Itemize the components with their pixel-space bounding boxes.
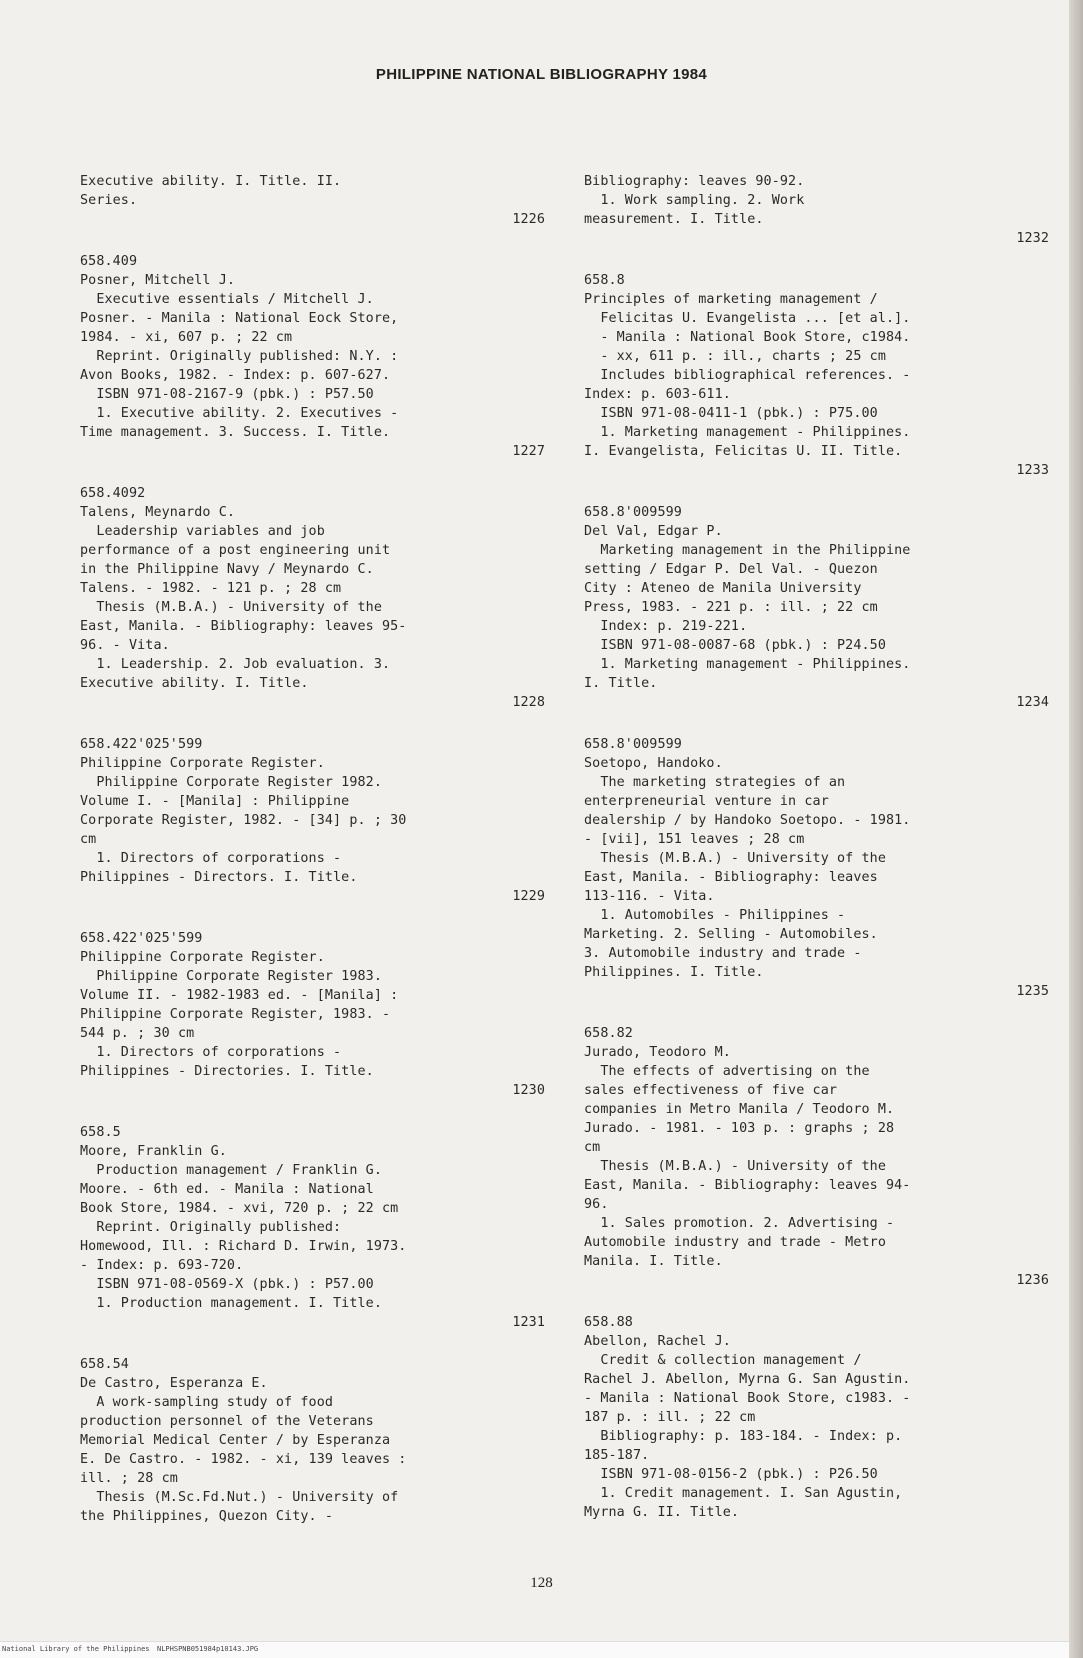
entry-line: Philippine Corporate Register 1982.: [80, 775, 382, 790]
entry-line: - Index: p. 693-720.: [80, 1258, 244, 1273]
entry-line: 658.88: [584, 1315, 633, 1330]
entry-line: companies in Metro Manila / Teodoro M.: [584, 1102, 895, 1117]
entry-line: De Castro, Esperanza E.: [80, 1376, 268, 1391]
entry-line: cm: [584, 1140, 601, 1155]
entry-line: Index: p. 219-221.: [584, 619, 748, 634]
entry-line: 658.409: [80, 254, 138, 269]
entry-line: Philippine Corporate Register, 1983. -: [80, 1007, 391, 1022]
bibliography-entry: [80, 484, 545, 712]
entry-line: The effects of advertising on the: [584, 1064, 870, 1079]
entry-number: 1236: [1016, 1273, 1049, 1288]
entry-line: in the Philippine Navy / Meynardo C.: [80, 562, 374, 577]
entry-line: 1. Work sampling. 2. Work: [584, 193, 805, 208]
entry-line: Bibliography: leaves 90-92.: [584, 174, 805, 189]
entry-line: Principles of marketing management /: [584, 292, 878, 307]
entry-line: ISBN 971-08-0411-1 (pbk.) : P75.00: [584, 406, 878, 421]
entry-line: 113-116. - Vita.: [584, 889, 715, 904]
entry-line: 658.4092: [80, 486, 146, 501]
bibliography-entry: [80, 1123, 545, 1332]
entry-line: Soetopo, Handoko.: [584, 756, 723, 771]
entry-line: Thesis (M.B.A.) - University of the: [584, 851, 886, 866]
entry-line: Moore. - 6th ed. - Manila : National: [80, 1182, 374, 1197]
entry-line: - [vii], 151 leaves ; 28 cm: [584, 832, 805, 847]
entry-line: 1. Production management. I. Title.: [80, 1296, 382, 1311]
entry-line: Marketing. 2. Selling - Automobiles.: [584, 927, 878, 942]
entry-line: setting / Edgar P. Del Val. - Quezon: [584, 562, 878, 577]
entry-line: 1. Directors of corporations -: [80, 1045, 342, 1060]
footer-image-id: NLPHSPNB051984p10143.JPG: [157, 1645, 259, 1653]
entry-line: 658.54: [80, 1357, 129, 1372]
entry-line: cm: [80, 832, 97, 847]
entry-line: Executive ability. I. Title.: [80, 676, 309, 691]
entry-line: I. Title.: [584, 676, 658, 691]
entry-line: Index: p. 603-611.: [584, 387, 731, 402]
entry-line: 1. Marketing management - Philippines.: [584, 425, 911, 440]
entry-number: 1233: [1016, 463, 1049, 478]
entry-line: 1. Automobiles - Philippines -: [584, 908, 846, 923]
entry-line: Series.: [80, 193, 138, 208]
bibliography-entry: [80, 929, 545, 1100]
entry-line: 1984. - xi, 607 p. ; 22 cm: [80, 330, 293, 345]
entry-line: Reprint. Originally published:: [80, 1220, 342, 1235]
entry-line: Posner. - Manila : National Eock Store,: [80, 311, 399, 326]
entry-line: Thesis (M.B.A.) - University of the: [80, 600, 382, 615]
bibliography-entry: [80, 1355, 545, 1526]
bibliography-entry: [584, 503, 1049, 712]
bibliography-entry: [584, 1024, 1049, 1290]
entry-line: Homewood, Ill. : Richard D. Irwin, 1973.: [80, 1239, 407, 1254]
entry-number: 1230: [512, 1083, 545, 1098]
bibliography-entry: [584, 1313, 1049, 1522]
entry-line: dealership / by Handoko Soetopo. - 1981.: [584, 813, 911, 828]
entry-line: Production management / Franklin G.: [80, 1163, 382, 1178]
entry-line: Philippine Corporate Register.: [80, 950, 325, 965]
entry-line: Philippine Corporate Register 1983.: [80, 969, 382, 984]
entry-line: ISBN 971-08-2167-9 (pbk.) : P57.50: [80, 387, 374, 402]
entry-line: 96. - Vita.: [80, 638, 170, 653]
entry-line: 1. Sales promotion. 2. Advertising -: [584, 1216, 895, 1231]
entry-line: Moore, Franklin G.: [80, 1144, 227, 1159]
entry-line: 187 p. : ill. ; 22 cm: [584, 1410, 756, 1425]
entry-line: Posner, Mitchell J.: [80, 273, 236, 288]
entry-number: 1232: [1016, 231, 1049, 246]
entry-line: Philippines. I. Title.: [584, 965, 764, 980]
bibliography-entry: [584, 271, 1049, 480]
entry-line: Talens, Meynardo C.: [80, 505, 236, 520]
page-number: 128: [530, 1575, 553, 1591]
entry-line: City : Ateneo de Manila University: [584, 581, 862, 596]
entry-line: 658.8'009599: [584, 505, 682, 520]
entry-line: 544 p. ; 30 cm: [80, 1026, 195, 1041]
entry-line: Avon Books, 1982. - Index: p. 607-627.: [80, 368, 391, 383]
entry-line: Credit & collection management /: [584, 1353, 862, 1368]
entry-line: Felicitas U. Evangelista ... [et al.].: [584, 311, 911, 326]
entry-line: 658.422'025'599: [80, 737, 203, 752]
entry-line: Leadership variables and job: [80, 524, 325, 539]
bibliography-entry: [80, 172, 545, 229]
entry-line: 658.8'009599: [584, 737, 682, 752]
entry-line: Marketing management in the Philippine: [584, 543, 911, 558]
entry-number: 1228: [512, 695, 545, 710]
entry-line: Book Store, 1984. - xvi, 720 p. ; 22 cm: [80, 1201, 399, 1216]
entry-line: 658.82: [584, 1026, 633, 1041]
entry-number: 1227: [512, 444, 545, 459]
entry-line: Philippines - Directors. I. Title.: [80, 870, 358, 885]
entry-line: enterpreneurial venture in car: [584, 794, 829, 809]
left-column: [80, 172, 545, 1549]
entry-line: 185-187.: [584, 1448, 650, 1463]
entry-line: Jurado, Teodoro M.: [584, 1045, 731, 1060]
entry-line: ISBN 971-08-0087-68 (pbk.) : P24.50: [584, 638, 886, 653]
bibliography-entry: [80, 252, 545, 461]
entry-line: ISBN 971-08-0156-2 (pbk.) : P26.50: [584, 1467, 878, 1482]
entry-number: 1226: [512, 212, 545, 227]
footer-source: National Library of the Philippines: [2, 1645, 150, 1653]
entry-line: Thesis (M.Sc.Fd.Nut.) - University of: [80, 1490, 399, 1505]
entry-line: Time management. 3. Success. I. Title.: [80, 425, 391, 440]
entry-line: 3. Automobile industry and trade -: [584, 946, 862, 961]
entry-line: performance of a post engineering unit: [80, 543, 391, 558]
entry-line: production personnel of the Veterans: [80, 1414, 374, 1429]
entry-line: 1. Marketing management - Philippines.: [584, 657, 911, 672]
running-head: PHILIPPINE NATIONAL BIBLIOGRAPHY 1984: [375, 66, 708, 83]
entry-line: East, Manila. - Bibliography: leaves 94-: [584, 1178, 911, 1193]
entry-line: 658.5: [80, 1125, 121, 1140]
entry-line: Philippines - Directories. I. Title.: [80, 1064, 374, 1079]
entry-line: 658.8: [584, 273, 625, 288]
entry-line: Manila. I. Title.: [584, 1254, 723, 1269]
scan-footer: [0, 1641, 1069, 1658]
entry-line: Philippine Corporate Register.: [80, 756, 325, 771]
entry-line: 1. Leadership. 2. Job evaluation. 3.: [80, 657, 391, 672]
right-column: [584, 172, 1049, 1545]
entry-line: Volume I. - [Manila] : Philippine: [80, 794, 350, 809]
entry-line: 658.422'025'599: [80, 931, 203, 946]
entry-line: ISBN 971-08-0569-X (pbk.) : P57.00: [80, 1277, 374, 1292]
entry-line: 1. Credit management. I. San Agustin,: [584, 1486, 903, 1501]
entry-line: Talens. - 1982. - 121 p. ; 28 cm: [80, 581, 342, 596]
entry-line: - Manila : National Book Store, c1984.: [584, 330, 911, 345]
bibliography-entry: [80, 735, 545, 906]
bibliography-entry: [584, 172, 1049, 248]
entry-line: Includes bibliographical references. -: [584, 368, 911, 383]
entry-line: 96.: [584, 1197, 609, 1212]
entry-line: measurement. I. Title.: [584, 212, 764, 227]
entry-line: Del Val, Edgar P.: [584, 524, 723, 539]
entry-line: E. De Castro. - 1982. - xi, 139 leaves :: [80, 1452, 407, 1467]
entry-line: Reprint. Originally published: N.Y. :: [80, 349, 399, 364]
entry-line: Executive essentials / Mitchell J.: [80, 292, 374, 307]
entry-line: A work-sampling study of food: [80, 1395, 334, 1410]
entry-number: 1234: [1016, 695, 1049, 710]
entry-line: Volume II. - 1982-1983 ed. - [Manila] :: [80, 988, 399, 1003]
entry-line: Press, 1983. - 221 p. : ill. ; 22 cm: [584, 600, 878, 615]
entry-line: the Philippines, Quezon City. -: [80, 1509, 334, 1524]
entry-line: Myrna G. II. Title.: [584, 1505, 740, 1520]
entry-line: 1. Directors of corporations -: [80, 851, 342, 866]
entry-line: 1. Executive ability. 2. Executives -: [80, 406, 399, 421]
entry-line: - xx, 611 p. : ill., charts ; 25 cm: [584, 349, 886, 364]
bibliography-entry: [584, 735, 1049, 1001]
entry-number: 1235: [1016, 984, 1049, 999]
entry-line: Corporate Register, 1982. - [34] p. ; 30: [80, 813, 407, 828]
entry-line: - Manila : National Book Store, c1983. -: [584, 1391, 911, 1406]
entry-line: Executive ability. I. Title. II.: [80, 174, 342, 189]
entry-line: East, Manila. - Bibliography: leaves 95-: [80, 619, 407, 634]
entry-line: Thesis (M.B.A.) - University of the: [584, 1159, 886, 1174]
entry-number: 1231: [512, 1315, 545, 1330]
entry-line: Memorial Medical Center / by Esperanza: [80, 1433, 391, 1448]
entry-line: Abellon, Rachel J.: [584, 1334, 731, 1349]
page-edge: [1069, 0, 1083, 1658]
entry-line: I. Evangelista, Felicitas U. II. Title.: [584, 444, 903, 459]
entry-line: Bibliography: p. 183-184. - Index: p.: [584, 1429, 903, 1444]
entry-line: Rachel J. Abellon, Myrna G. San Agustin.: [584, 1372, 911, 1387]
entry-line: East, Manila. - Bibliography: leaves: [584, 870, 878, 885]
entry-line: sales effectiveness of five car: [584, 1083, 838, 1098]
entry-line: ill. ; 28 cm: [80, 1471, 178, 1486]
entry-line: Automobile industry and trade - Metro: [584, 1235, 886, 1250]
entry-line: Jurado. - 1981. - 103 p. : graphs ; 28: [584, 1121, 895, 1136]
entry-number: 1229: [512, 889, 545, 904]
entry-line: The marketing strategies of an: [584, 775, 846, 790]
